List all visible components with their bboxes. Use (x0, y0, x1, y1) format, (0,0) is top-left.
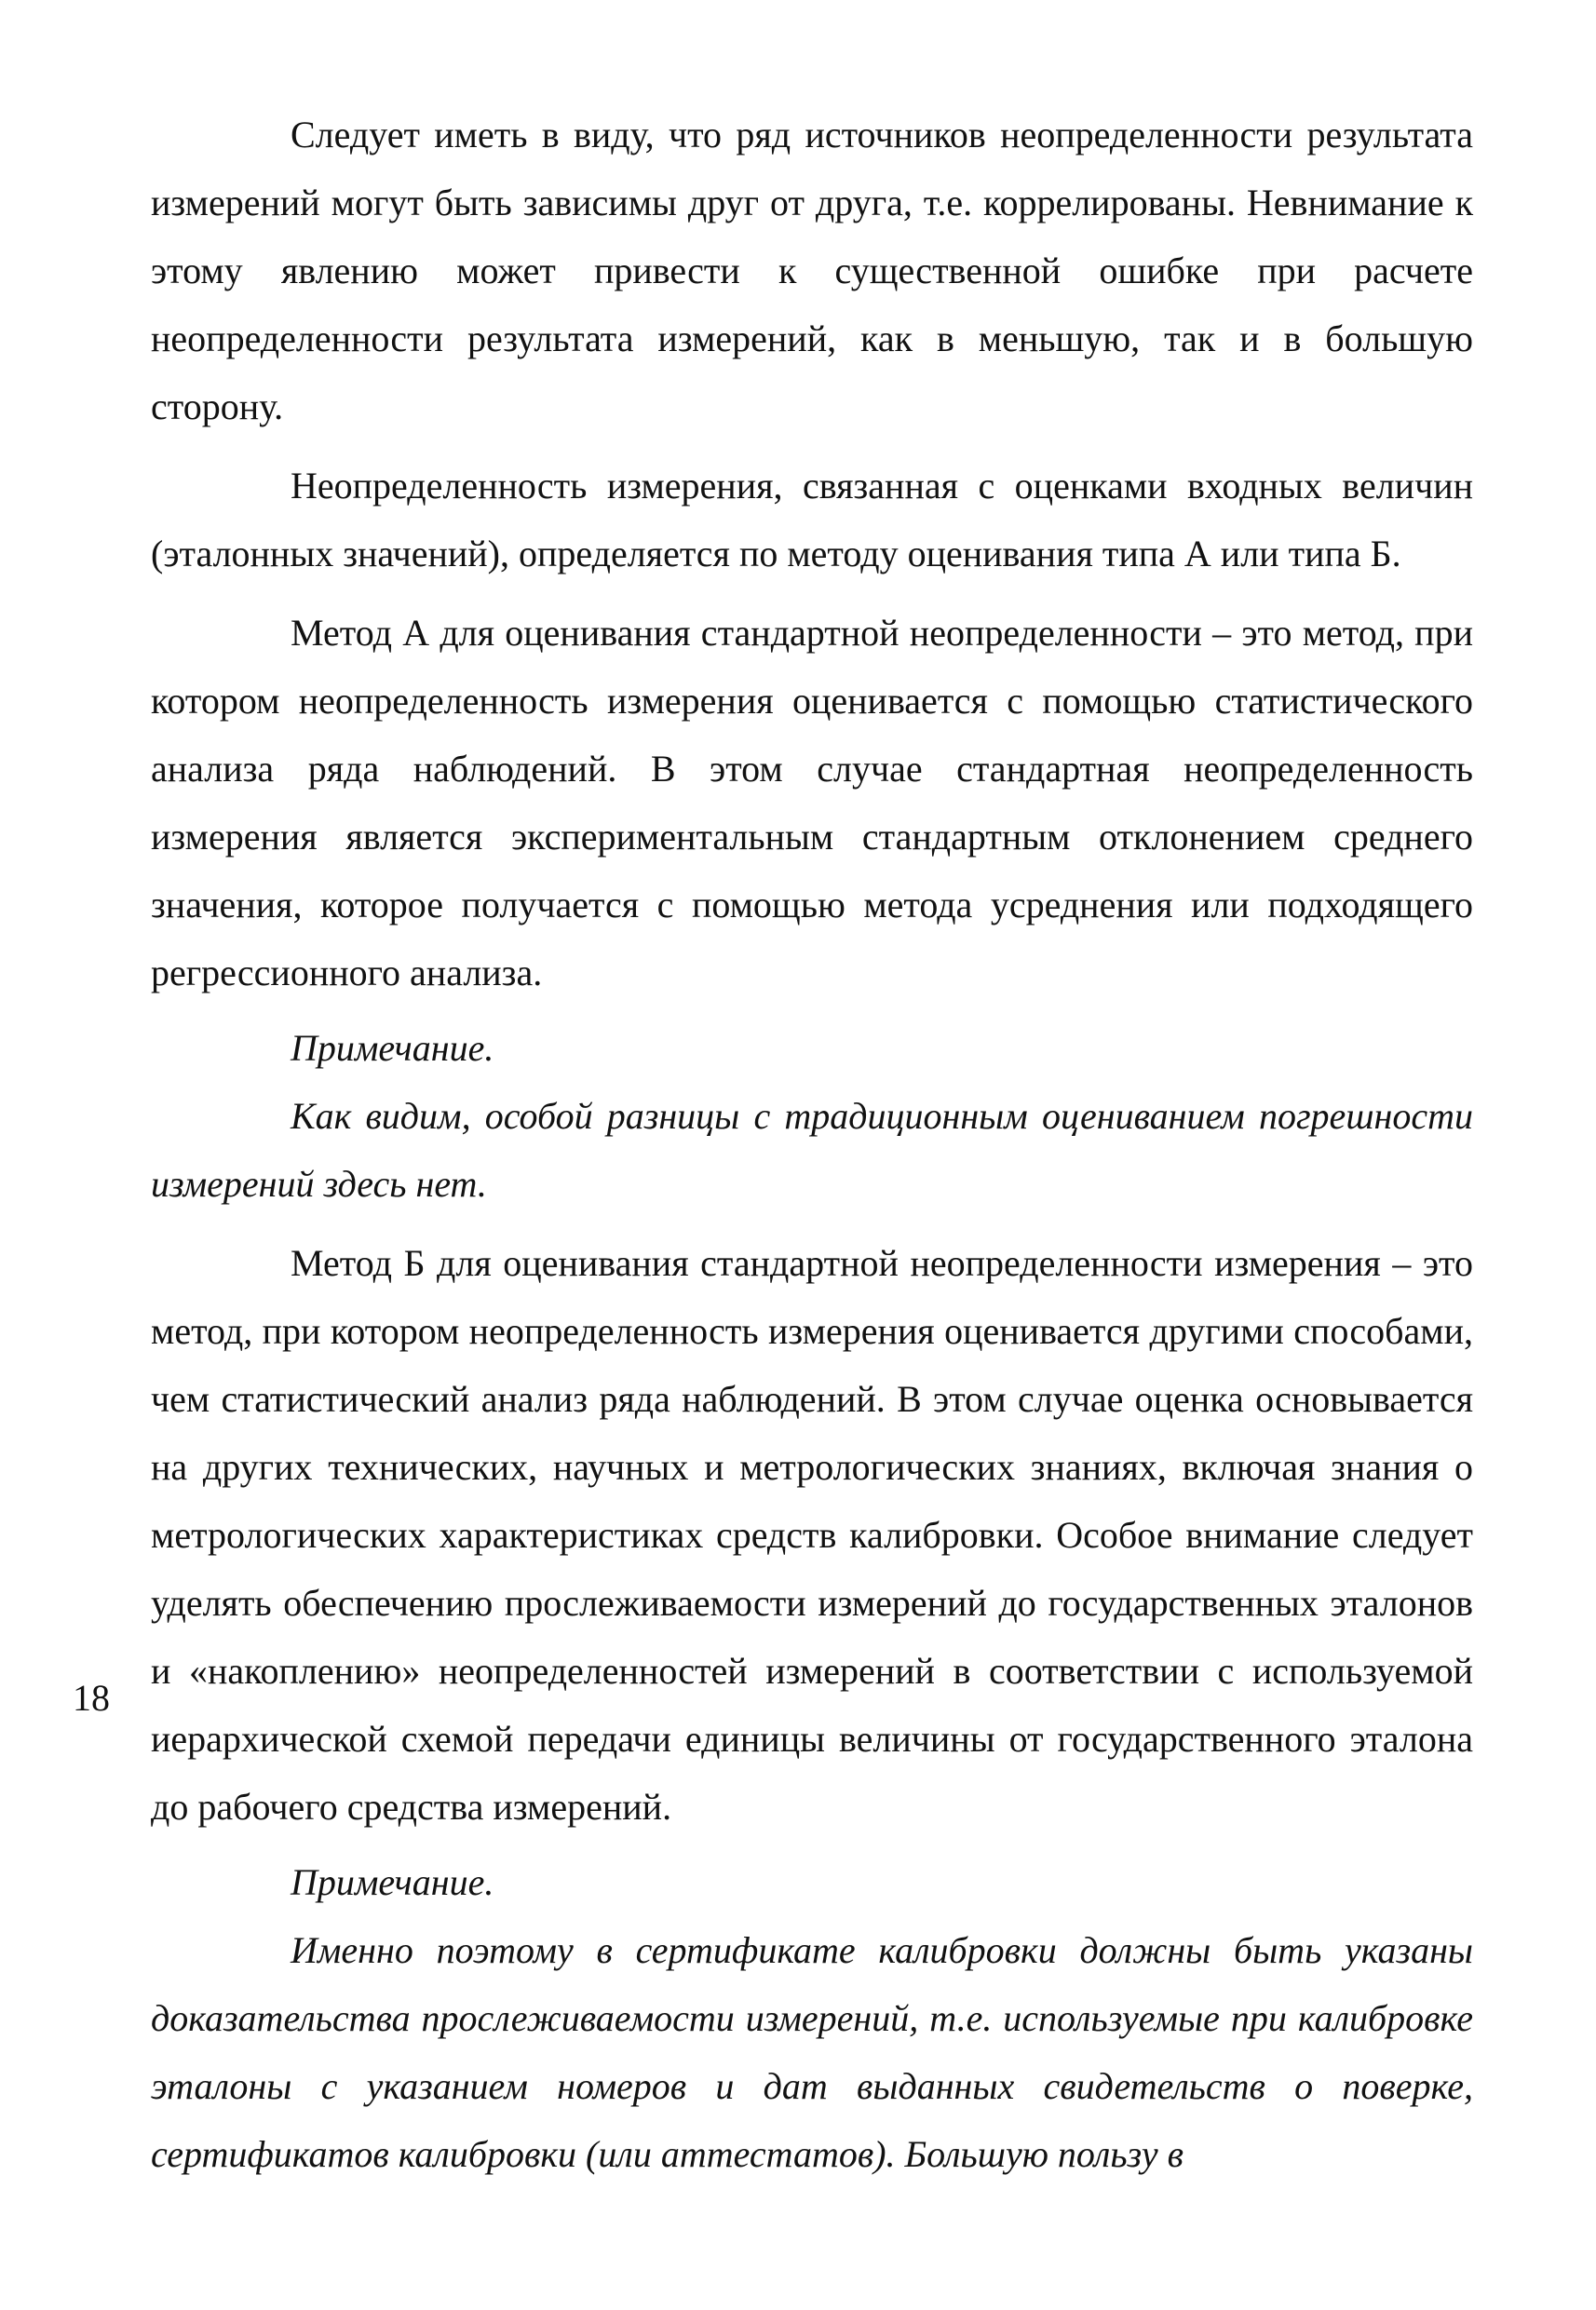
paragraph-method-a: Метод А для оценивания стандартной неопределенности – это метод, при котором неопределенность измерения оценивается с помощью статистического анализа ряда наблюдений. В этом случае стандартная неопределенность измерения является экспериментальным стандартным отклонением среднего значения, которое получается с помощью метода усреднения или подходящего регрессионного анализа. (151, 612, 1473, 993)
paragraph-method-b: Метод Б для оценивания стандартной неопределенности измерения – это метод, при котором неопределенность измерения оценивается другими способами, чем статистический анализ ряда наблюдений. В этом случае оценка основывается на других технических, научных и метрологических знаниях, включая знания о метрологических характеристиках средств калибровки. Особое внимание следует уделять обеспечению прослеживаемости измерений до государственных эталонов и «накоплению» неопределенностей измерений в соответствии с используемой иерархической схемой передачи единицы величины от государственного эталона до рабочего средства измерений. (151, 1242, 1473, 1828)
page-number: 18 (73, 1677, 110, 1719)
page-body (151, 101, 1473, 2188)
paragraph-correlation: Следует иметь в виду, что ряд источников неопределенности результата измерений могут быть зависимы друг от друга, т.е. коррелированы. Невнимание к этому явлению может привести к существенной ошибке при расчете неопределенности результата измерений, как в меньшую, так и в большую сторону. (151, 114, 1473, 427)
note-heading-2: Примечание. (291, 1861, 494, 1903)
paragraph-input-estimates: Неопределенность измерения, связанная с оценками входных величин (эталонных значений), определяется по методу оценивания типа А или типа Б. (151, 465, 1473, 574)
note-heading-1: Примечание. (291, 1027, 494, 1069)
note-text-2: Именно поэтому в сертификате калибровки должны быть указаны доказательства прослеживаемости измерений, т.е. используемые при калибровке эталоны с указанием номеров и дат выданных свидетельств о поверке, сертификатов калибровки (или аттестатов). Большую пользу в (151, 1929, 1473, 2175)
note-text-1: Как видим, особой разницы с традиционным оцениванием погрешности измерений здесь нет. (151, 1095, 1473, 1205)
